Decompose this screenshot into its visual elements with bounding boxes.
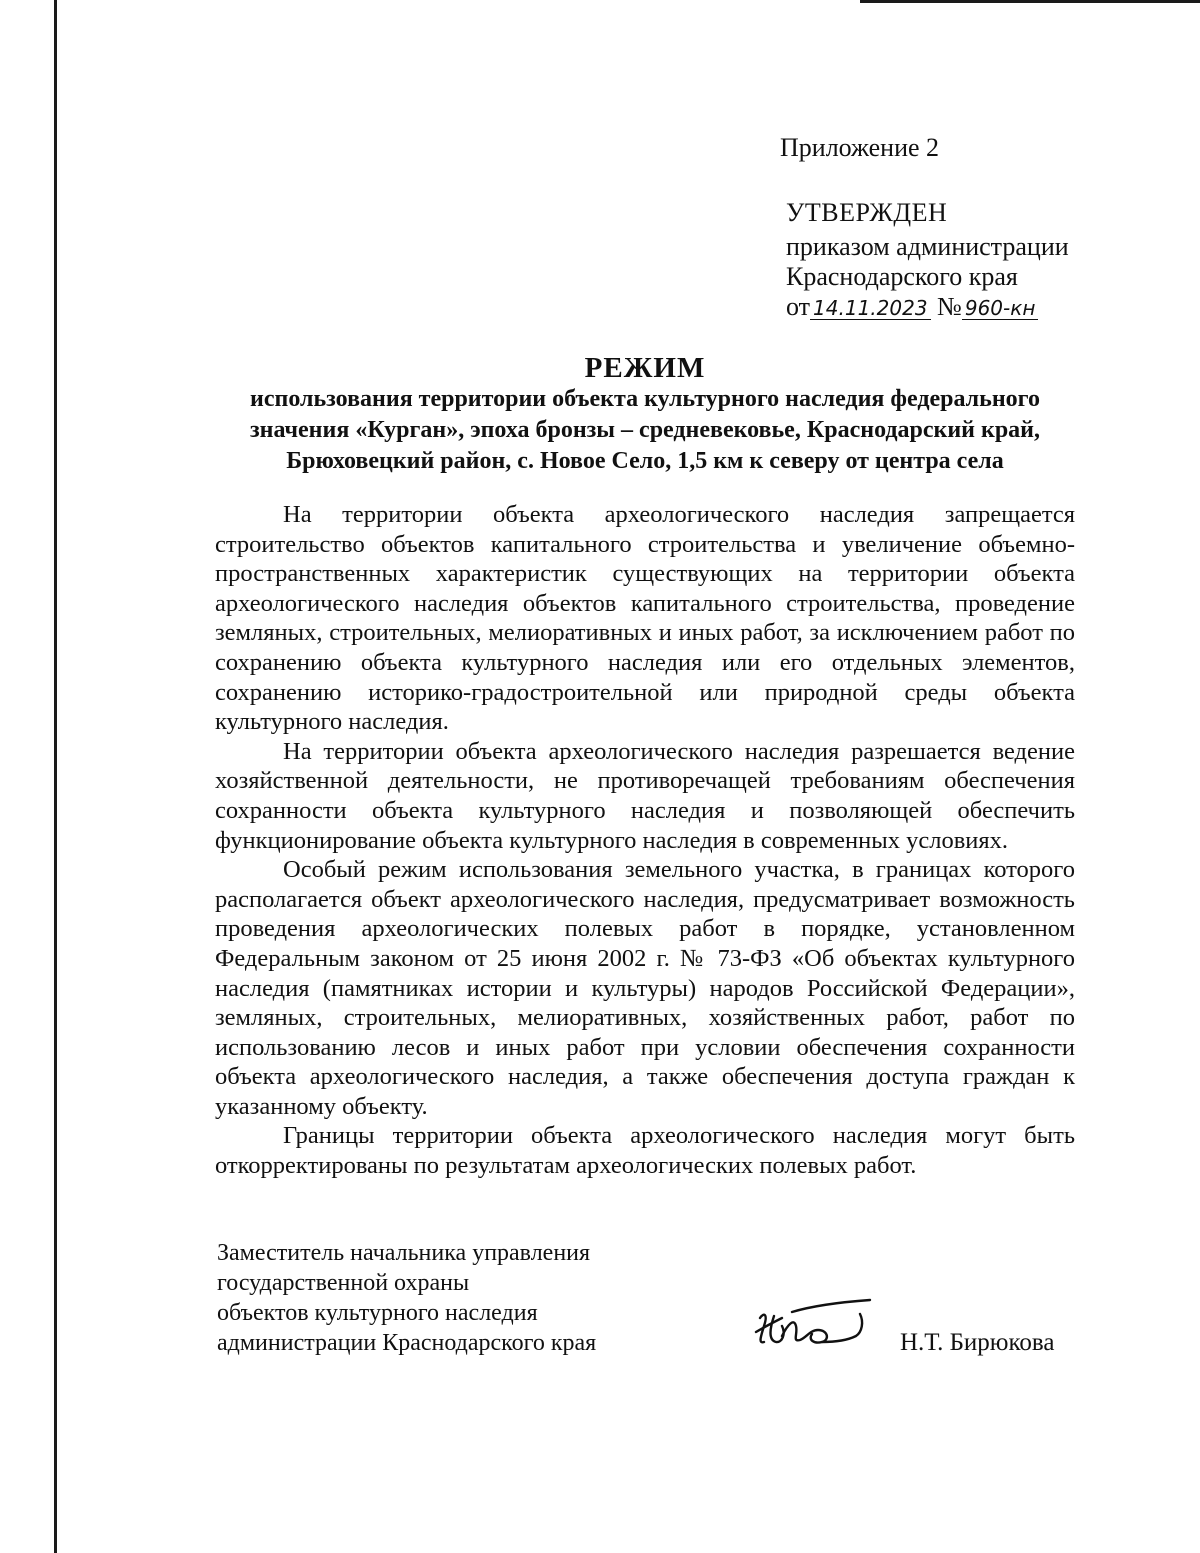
- signature-icon: [752, 1296, 876, 1360]
- annex-label: Приложение 2: [780, 133, 940, 162]
- signer-position: [217, 1238, 596, 1358]
- signer-position-line: администрации Краснодарского края: [217, 1330, 597, 1356]
- document-subtitle: использования территории объекта культурного наследия федерального значения «Курган», эпоха бронзы – средневековье, Краснодарский край, Брюховецкий район, с. Новое Село, 1,5 км к северу от центра села: [249, 386, 1041, 474]
- approval-line-1: приказом администрации: [786, 232, 1069, 261]
- number-prefix: №: [937, 292, 962, 321]
- paragraph-special-regime: Особый режим использования земельного участка, в границах которого располагается объект археологического наследия, предусматривает возможность проведения археологических полевых работ в порядке, установленном Федеральным законом от 25 июня 2002 г. № 73-ФЗ «Об объектах культурного наследия (памятниках истории и культуры) народов Российской Федерации», земляных, строительных, мелиоративных, хозяйственных работ, работ по использованию лесов и иных работ при условии обеспечения сохранности объекта археологического наследия, а также обеспечения доступа граждан к указанному объекту.: [215, 856, 1075, 1120]
- order-reference: [786, 292, 1069, 322]
- handwritten-date: 14.11.2023: [810, 297, 931, 320]
- signer-position-line: Заместитель начальника управления: [217, 1240, 591, 1266]
- handwritten-number: 960-кн: [962, 297, 1039, 320]
- scan-top-edge: [860, 0, 1200, 3]
- date-prefix: от: [786, 292, 811, 321]
- approval-block: [786, 198, 1069, 322]
- paragraph-boundaries: Границы территории объекта археологического наследия могут быть откорректированы по результатам археологических полевых работ.: [215, 1122, 1075, 1180]
- scan-left-edge: [54, 0, 57, 1553]
- approval-stamp: УТВЕРЖДЕН: [786, 198, 948, 227]
- signer-name: Н.Т. Бирюкова: [900, 1329, 1055, 1356]
- signer-position-line: объектов культурного наследия: [217, 1300, 538, 1326]
- signer-position-line: государственной охраны: [217, 1270, 470, 1296]
- document-body: [215, 500, 1075, 1181]
- approval-line-2: Краснодарского края: [786, 262, 1018, 291]
- paragraph-prohibitions: На территории объекта археологического наследия запрещается строительство объектов капитального строительства и увеличение объемно-пространственных характеристик существующих на территории объекта археологического наследия объектов капитального строительства, проведение земляных, строительных, мелиоративных и иных работ, за исключением работ по сохранению объекта культурного наследия или его отдельных элементов, сохранению историко-градостроительной или природной среды объекта культурного наследия.: [215, 501, 1075, 736]
- document-title: РЕЖИМ: [584, 352, 706, 384]
- paragraph-permissions: На территории объекта археологического наследия разрешается ведение хозяйственной деятельности, не противоречащей требованиям обеспечения сохранности объекта культурного наследия и позволяющей обеспечить функционирование объекта культурного наследия в современных условиях.: [215, 737, 1075, 854]
